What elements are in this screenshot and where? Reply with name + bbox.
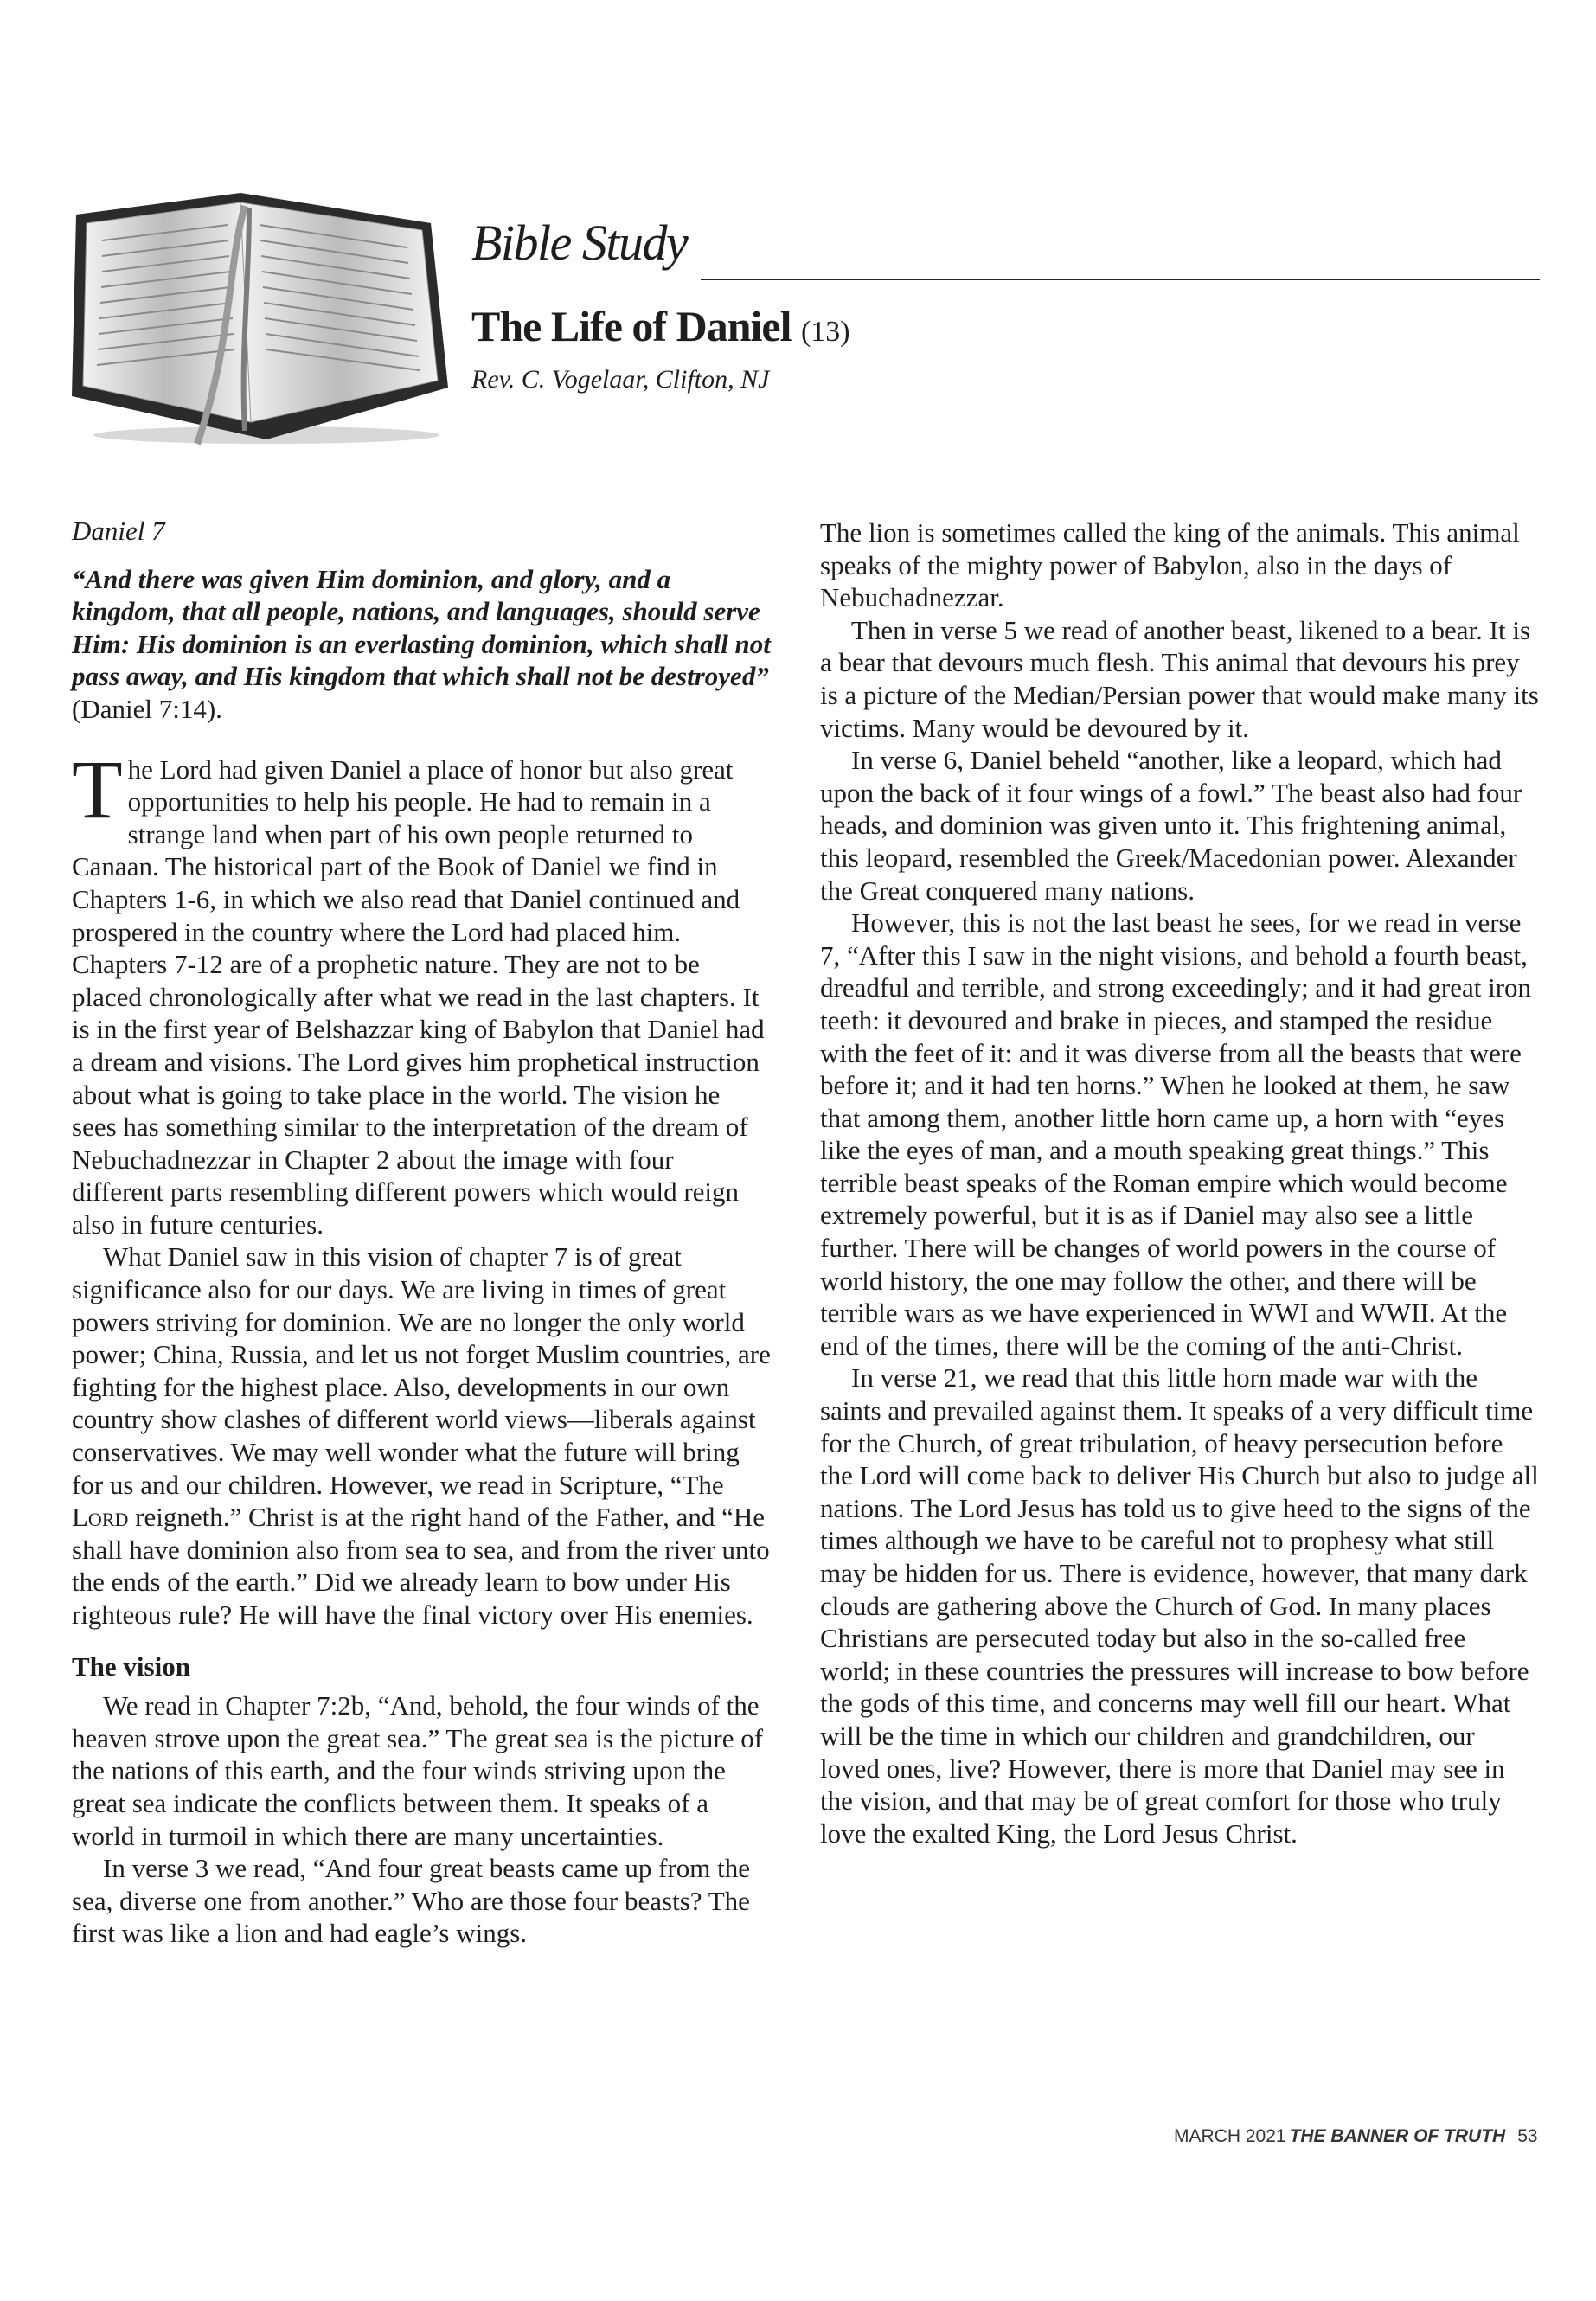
paragraph-text: What Daniel saw in this vision of chapter 7 is of great significance also for our days. We are living in times of great powers striving for dominion. We are no longer the only world power; China, Russia, and let us not forget Muslim countries, are fighting for the highest place. Also, developments in our own country show clashes of different world views—liberals against conservatives. We may well wonder what the future will bring for us and our children. However, we read in Scripture, “The <box>72 1241 771 1500</box>
body-paragraph: In verse 3 we read, “And four great beasts came up from the sea, diverse one from another.” Who are those four beasts? The first was like a lion and had eagle’s wings. <box>72 1853 750 1949</box>
body-paragraph <box>72 1240 771 1631</box>
body-paragraph: In verse 6, Daniel beheld “another, like a leopard, which had upon the back of it four wings of a fowl.” The beast also had four heads, and dominion was given unto it. This frightening animal, this leopard, resembled the Greek/Macedonian power. Alexander the Great conquered many nations. <box>820 745 1522 906</box>
lord-small-caps: Lord <box>72 1502 129 1533</box>
article-title <box>471 304 850 348</box>
drop-cap: T <box>72 742 123 836</box>
key-verse <box>72 563 771 726</box>
key-verse-text: “And there was given Him dominion, and glory, and a kingdom, that all people, nations, and languages, should serve Him: His dominion is an everlasting dominion, which shall not pass away, and His kingdom that which shall not be destroyed” <box>72 563 771 692</box>
key-verse-reference: (Daniel 7:14). <box>72 693 222 724</box>
body-paragraph: In verse 21, we read that this little horn made war with the saints and prevailed against them. It speaks of a very difficult time for the Church, of great tribulation, of heavy persecution before the Lord will come back to deliver His Church but also to judge all nations. The Lord Jesus has told us to give heed to the signs of the times although we have to be careful not to prophesy what still may be hidden for us. There is evidence, however, that many dark clouds are gathering above the Church of God. In many places Christians are persecuted today but also in the so-called free world; in these countries the pressures will increase to bow before the gods of this time, and concerns may well fill our heart. What will be the time in which our children and grandchildren, our loved ones, live? However, there is more that Daniel may see in the vision, and that may be of great comfort for those who truly love the exalted King, the Lord Jesus Christ. <box>820 1362 1539 1849</box>
body-paragraph: The lion is sometimes called the king of the animals. This animal speaks of the mighty power of Babylon, also in the days of Nebuchadnezzar. <box>820 517 1520 613</box>
body-paragraph: Then in verse 5 we read of another beast, likened to a bear. It is a bear that devours much flesh. This animal that devours his prey is a picture of the Median/Persian power that would make many its victims. Many would be devoured by it. <box>820 614 1539 743</box>
magazine-name: THE BANNER OF TRUTH <box>1289 2126 1506 2146</box>
body-paragraph: We read in Chapter 7:2b, “And, behold, the four winds of the heaven strove upon the great sea.” The great sea is the picture of the nations of this earth, and the four winds striving upon the great sea indicate the conflicts between them. It speaks of a world in turmoil in which there are many uncertainties. <box>72 1690 764 1851</box>
issue-date: MARCH 2021 <box>1174 2126 1286 2146</box>
left-column <box>72 515 771 1950</box>
open-bible-image <box>67 189 457 448</box>
article-title-text: The Life of Daniel <box>471 302 792 350</box>
article-part-number: (13) <box>800 316 850 348</box>
right-column <box>820 516 1540 1849</box>
section-title-rule <box>701 279 1540 280</box>
section-title: Bible Study <box>471 215 688 271</box>
body-paragraph <box>72 742 771 1241</box>
body-paragraph: However, this is not the last beast he sees, for we read in verse 7, “After this I saw in the night visions, and behold a fourth beast, dreadful and terrible, and strong exceedingly; and it had great iron teeth: it devoured and brake in pieces, and stamped the residue with the feet of it: and it was diverse from all the beasts that were before it; and it had ten horns.” When he looked at them, he saw that among them, another little horn came up, a horn with “eyes like the eyes of man, and a mouth speaking great things.” This terrible beast speaks of the Roman empire which would become extremely powerful, but it is as if Daniel may also see a little further. There will be changes of world powers in the course of world history, the one may follow the other, and there will be terrible wars as we have experienced in WWI and WWII. At the end of the times, there will be the coming of the anti-Christ. <box>820 907 1532 1361</box>
paragraph-text: he Lord had given Daniel a place of honor but also great opportunities to help his people. He had to remain in a strange land when part of his own people returned to Canaan. The historical part of the Book of Daniel we find in Chapters 1-6, in which we also read that Daniel continued and prospered in the country where the Lord had placed him. Chapters 7-12 are of a prophetic nature. They are not to be placed chronologically after what we read in the last chapters. It is in the first year of Belshazzar king of Babylon that Daniel had a dream and visions. The Lord gives him prophetical instruction about what is going to take place in the world. The vision he sees has something similar to the interpretation of the dream of Nebuchadnezzar in Chapter 2 about the image with four different parts resembling different powers which would reign also in future centuries. <box>72 753 765 1240</box>
paragraph-text: reigneth.” Christ is at the right hand of the Father, and “He shall have dominion also from sea to sea, and from the river unto the ends of the earth.” Did we already learn to bow under His righteous rule? He will have the final victory over His enemies. <box>72 1502 770 1630</box>
passage-reference: Daniel 7 <box>72 516 165 546</box>
author-byline: Rev. C. Vogelaar, Clifton, NJ <box>471 365 770 394</box>
page-footer <box>1174 2126 1538 2147</box>
page-number: 53 <box>1517 2126 1538 2146</box>
subheading-the-vision: The vision <box>72 1650 190 1682</box>
